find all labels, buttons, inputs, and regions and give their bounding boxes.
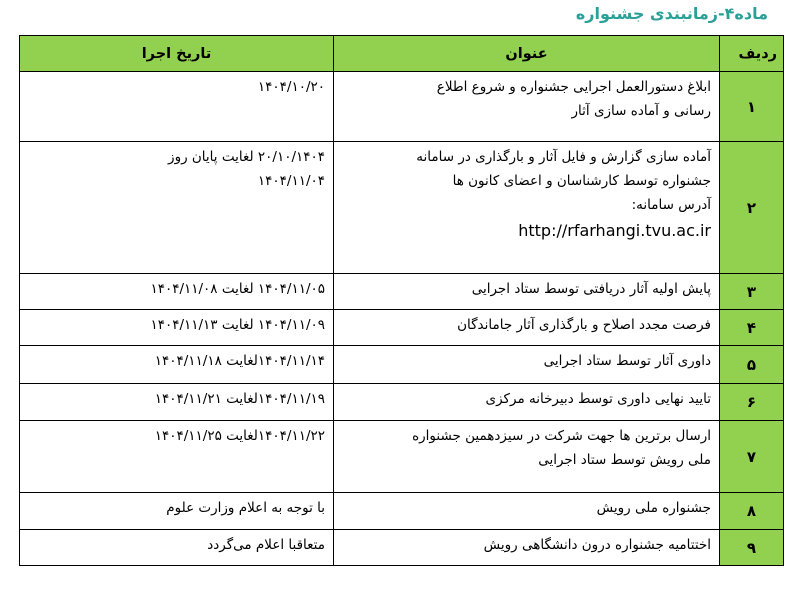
- row-date-line: ۱۴۰۴/۱۱/۰۹ لغایت ۱۴۰۴/۱۱/۱۳: [150, 317, 325, 333]
- row-number: ۵: [720, 346, 784, 384]
- row-date: [20, 72, 334, 142]
- row-title: [334, 142, 720, 274]
- row-number: ۷: [720, 421, 784, 493]
- row-date-line: ۱۴۰۴/۱۰/۲۰: [257, 79, 325, 95]
- row-date-line: با توجه به اعلام وزارت علوم: [166, 500, 325, 516]
- row-date-line: ۱۴۰۴/۱۱/۱۹لغایت ۱۴۰۴/۱۱/۲۱: [154, 391, 325, 407]
- row-date: [20, 384, 334, 421]
- table-row: [20, 346, 784, 384]
- header-subject: عنوان: [334, 36, 720, 72]
- row-title: [334, 384, 720, 421]
- row-title-line: فرصت مجدد اصلاح و بارگذاری آثار جاماندگان: [457, 317, 711, 333]
- row-title: [334, 274, 720, 310]
- table-row: [20, 384, 784, 421]
- row-date-line: متعاقبا اعلام می‌گردد: [207, 537, 325, 553]
- table-row: [20, 421, 784, 493]
- row-title-line: آدرس سامانه:: [631, 197, 711, 213]
- header-row-number: ردیف: [720, 36, 784, 72]
- row-title-line: تایید نهایی داوری توسط دبیرخانه مرکزی: [485, 391, 711, 407]
- row-title: [334, 346, 720, 384]
- row-title: [334, 530, 720, 566]
- row-title-line: ملی رویش توسط ستاد اجرایی: [538, 452, 711, 468]
- table-row: [20, 530, 784, 566]
- row-number: ۳: [720, 274, 784, 310]
- row-title-line: جشنواره ملی رویش: [596, 500, 711, 516]
- system-url-link[interactable]: http://rfarhangi.tvu.ac.ir: [518, 221, 711, 240]
- row-title-line: جشنواره توسط کارشناسان و اعضای کانون ها: [452, 173, 711, 189]
- row-date: [20, 310, 334, 346]
- row-number: ۶: [720, 384, 784, 421]
- row-date-line: ۱۴۰۴/۱۱/۰۵ لغایت ۱۴۰۴/۱۱/۰۸: [150, 281, 325, 297]
- row-number: ۲: [720, 142, 784, 274]
- table-header-row: [20, 36, 784, 72]
- row-date: [20, 421, 334, 493]
- row-number: ۴: [720, 310, 784, 346]
- table-row: [20, 72, 784, 142]
- row-title-line: ارسال برترین ها جهت شرکت در سیزدهمین جشنواره: [412, 428, 711, 444]
- row-title: [334, 72, 720, 142]
- row-title-line: پایش اولیه آثار دریافتی توسط ستاد اجرایی: [471, 281, 711, 297]
- table-row: [20, 274, 784, 310]
- row-title-line: آماده سازی گزارش و فایل آثار و بارگذاری در سامانه: [416, 149, 711, 165]
- row-title-line: اختتامیه جشنواره درون دانشگاهی رویش: [483, 537, 711, 553]
- row-date-line: ۱۴۰۴/۱۱/۱۴لغایت ۱۴۰۴/۱۱/۱۸: [154, 353, 325, 369]
- header-date: تاریخ اجرا: [20, 36, 334, 72]
- table-row: [20, 142, 784, 274]
- row-title-line: ابلاغ دستورالعمل اجرایی جشنواره و شروع اطلاع: [436, 79, 711, 95]
- row-date-line: ۱۴۰۴/۱۱/۲۲لغایت ۱۴۰۴/۱۱/۲۵: [154, 428, 325, 444]
- row-date: [20, 530, 334, 566]
- schedule-table: [19, 35, 784, 566]
- row-title: [334, 493, 720, 530]
- row-date: [20, 346, 334, 384]
- row-date-line: ۲۰/۱۰/۱۴۰۴ لغایت پایان روز: [168, 149, 325, 165]
- row-title: [334, 421, 720, 493]
- document-title: ماده۴-زمانبندی جشنواره: [575, 4, 768, 23]
- row-number: ۱: [720, 72, 784, 142]
- row-number: ۹: [720, 530, 784, 566]
- row-date: [20, 493, 334, 530]
- table-row: [20, 493, 784, 530]
- table-row: [20, 310, 784, 346]
- row-number: ۸: [720, 493, 784, 530]
- row-date: [20, 142, 334, 274]
- row-title-line: داوری آثار توسط ستاد اجرایی: [543, 353, 711, 369]
- row-date-line: ۱۴۰۴/۱۱/۰۴: [257, 173, 325, 189]
- row-title: [334, 310, 720, 346]
- row-title-line: رسانی و آماده سازی آثار: [571, 103, 711, 119]
- row-date: [20, 274, 334, 310]
